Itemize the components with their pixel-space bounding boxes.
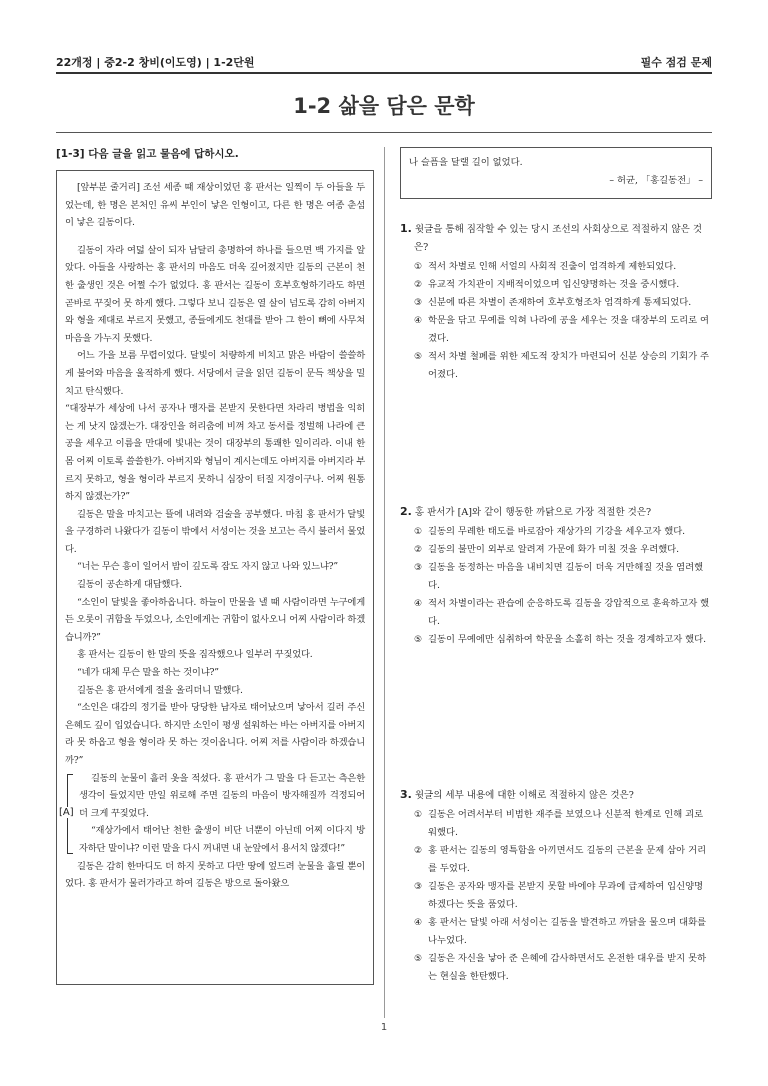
passage-paragraph: 길동은 홍 판서에게 절을 올리더니 말했다. xyxy=(77,684,243,696)
passage-paragraph: 길동이 공손하게 대답했다. xyxy=(77,579,182,591)
answer-option[interactable]: ① 길동의 무례한 태도를 바로잡아 재상가의 기강을 세우고자 했다. xyxy=(414,526,686,537)
answer-option[interactable]: ⑤ 길동이 무예에만 심취하여 학문을 소홀히 하는 것을 경계하고자 했다. xyxy=(414,634,707,645)
passage-summary: [앞부분 줄거리] 조선 세종 때 재상이었던 홍 판서는 일찍이 두 아들을 두었는데, 한 명은 본처인 유씨 부인이 낳은 인형이고, 다른 한 명은 여종 춘섬이 낳은 길동이다. xyxy=(65,182,365,229)
bracket-section-a xyxy=(59,770,365,858)
question-number: 3. xyxy=(400,788,412,801)
passage-paragraph: “재상가에서 태어난 천한 출생이 비단 너뿐이 아닌데 어찌 이다지 방자하단 말이냐? 이런 말을 다시 꺼내면 내 눈앞에서 용서치 않겠다!” xyxy=(79,825,365,854)
header-course-info: 22개정 | 중2-2 창비(이도영) | 1-2단원 xyxy=(56,56,255,69)
question-1 xyxy=(400,220,712,384)
answer-option[interactable]: ④ 적서 차별이라는 관습에 순응하도록 길동을 강압적으로 훈육하고자 했다. xyxy=(414,598,710,627)
column-divider xyxy=(384,147,385,1018)
question-stem: 홍 판서가 [A]와 같이 행동한 까닭으로 가장 적절한 것은? xyxy=(414,507,652,518)
header-divider xyxy=(56,72,712,74)
passage-paragraph: “네가 대체 무슨 말을 하는 것이냐?” xyxy=(77,667,219,679)
question-number: 1. xyxy=(400,222,412,235)
title-divider xyxy=(56,132,712,133)
question-stem: 윗글을 통해 짐작할 수 있는 당시 조선의 사회상으로 적절하지 않은 것은? xyxy=(414,224,703,253)
passage-continuation-text: 나 슬픔을 달랠 길이 없었다. xyxy=(409,157,523,168)
answer-option[interactable]: ⑤ 적서 차별 철폐를 위한 제도적 장치가 마련되어 신분 상승의 기회가 주어졌다. xyxy=(414,351,710,380)
answer-option[interactable]: ④ 홍 판서는 달빛 아래 서성이는 길동을 발견하고 까닭을 물으며 대화를 나누었다. xyxy=(414,917,707,946)
answer-option[interactable]: ③ 길동을 동정하는 마음을 내비치면 길동이 더욱 거만해질 것을 염려했다. xyxy=(414,562,704,591)
answer-option[interactable]: ② 홍 판서는 길동의 영특함을 아끼면서도 길동의 근본을 문제 삼아 거리를 두었다. xyxy=(414,845,707,874)
passage-source: – 허균, 「홍길동전」 – xyxy=(609,175,703,186)
passage-paragraph: 길동이 자라 여덟 살이 되자 남달리 총명하여 하나를 들으면 백 가지를 알았다. 아들을 사랑하는 홍 판서의 마음도 더욱 깊어졌지만 길동의 근본이 천한 출생인 것은 어쩔 수가 없었다. 홍 판서는 길동이 호부호형하기라도 하면 곧바로 꾸짖어 못 하게 했다. 그렇다 보니 길동은 열 살이 넘도록 감히 아버지와 형을 제대로 부르지 못했고, 종들에게도 천대를 받아 그 한이 뼈에 사무쳐 마음을 가누지 못했다. xyxy=(65,244,365,344)
header-section-label: 필수 점검 문제 xyxy=(640,56,712,69)
answer-option[interactable]: ③ 길동은 공자와 맹자를 본받지 못할 바에야 무과에 급제하여 입신양명하겠다는 뜻을 품었다. xyxy=(414,881,704,910)
question-3 xyxy=(400,786,712,986)
reading-passage xyxy=(56,170,374,985)
page-number: 1 xyxy=(380,1022,388,1033)
answer-option[interactable]: ③ 신분에 따른 차별이 존재하여 호부호형조차 엄격하게 통제되었다. xyxy=(414,297,692,308)
question-number: 2. xyxy=(400,505,412,518)
answer-option[interactable]: ① 길동은 어려서부터 비범한 재주를 보였으나 신분적 한계로 인해 괴로워했다. xyxy=(414,809,704,838)
question-instruction: [1-3] 다음 글을 읽고 물음에 답하시오. xyxy=(56,148,239,160)
answer-option[interactable]: ② 길동의 불만이 외부로 알려져 가문에 화가 미칠 것을 우려했다. xyxy=(414,544,680,555)
answer-option[interactable]: ④ 학문을 닦고 무예를 익혀 나라에 공을 세우는 것을 대장부의 도리로 여겼다. xyxy=(414,315,710,344)
answer-option[interactable]: ② 유교적 가치관이 지배적이었으며 입신양명하는 것을 중시했다. xyxy=(414,279,680,290)
passage-paragraph: 어느 가을 보름 무렵이었다. 달빛이 처량하게 비치고 맑은 바람이 쓸쓸하게 불어와 마음을 울적하게 했다. 서당에서 글을 읽던 길동이 문득 책상을 밀치고 탄식했다. xyxy=(65,350,365,397)
answer-option[interactable]: ① 적서 차별로 인해 서얼의 사회적 진출이 엄격하게 제한되었다. xyxy=(414,261,677,272)
answer-option[interactable]: ⑤ 길동은 자신을 낳아 준 은혜에 감사하면서도 온전한 대우를 받지 못하는 현실을 한탄했다. xyxy=(414,953,707,982)
passage-paragraph: “너는 무슨 흥이 일어서 밤이 깊도록 잠도 자지 않고 나와 있느냐?” xyxy=(77,561,338,573)
passage-paragraph: “대장부가 세상에 나서 공자나 맹자를 본받지 못한다면 차라리 병법을 익히는 게 낫지 않겠는가. 대장인을 허리춤에 비껴 차고 동서를 정벌해 나라에 큰 공을 세우고 이름을 만대에 빛내는 것이 대장부의 통쾌한 일이리라. 이내 한 몸 어찌 이토록 쓸쓸한가. 아버지와 형님이 계시는데도 아버지를 아버지라 부르지 못하고, 형을 형이라 부르지 못하니 심장이 터질 지경이구나. 어찌 원통하지 않겠는가?” xyxy=(65,403,365,503)
passage-paragraph: 길동은 말을 마치고는 뜰에 내려와 검술을 공부했다. 마침 홍 판서가 달빛을 구경하러 나왔다가 길동이 밖에서 서성이는 것을 보고는 즉시 불러서 물었다. xyxy=(65,508,365,555)
page-title: 1-2 삶을 담은 문학 xyxy=(293,94,475,118)
passage-paragraph: 길동은 감히 한마디도 더 하지 못하고 다만 땅에 엎드려 눈물을 흘릴 뿐이었다. 홍 판서가 물러가라고 하여 길동은 방으로 돌아왔으 xyxy=(65,860,365,890)
passage-paragraph: 길동의 눈물이 흘러 옷을 적셨다. 홍 판서가 그 말을 다 듣고는 측은한 생각이 들었지만 만일 위로해 주면 길동의 마음이 방자해질까 걱정되어 더 크게 꾸짖었다. xyxy=(79,772,365,819)
passage-continuation xyxy=(400,147,712,199)
passage-paragraph: “소인이 달빛을 좋아하옵니다. 하늘이 만물을 낼 때 사람이라면 누구에게든 오롯이 귀함을 두었으나, 소인에게는 귀함이 없사오니 어찌 사람이라 하겠습니까?” xyxy=(65,596,365,643)
passage-paragraph: “소인은 대감의 정기를 받아 당당한 남자로 태어났으며 낳아서 길러 주신 은혜도 깊이 입었습니다. 하지만 소인이 평생 설워하는 바는 아버지를 아버지라 못 하옵고 형을 형이라 못 하는 것이옵니다. 어찌 저를 사람이라 하겠습니까?” xyxy=(65,702,365,766)
question-2 xyxy=(400,503,712,649)
question-stem: 윗글의 세부 내용에 대한 이해로 적절하지 않은 것은? xyxy=(414,790,634,801)
passage-paragraph: 홍 판서는 길동이 한 말의 뜻을 짐작했으나 일부러 꾸짖었다. xyxy=(77,649,313,661)
bracket-label: [A] xyxy=(59,806,74,818)
